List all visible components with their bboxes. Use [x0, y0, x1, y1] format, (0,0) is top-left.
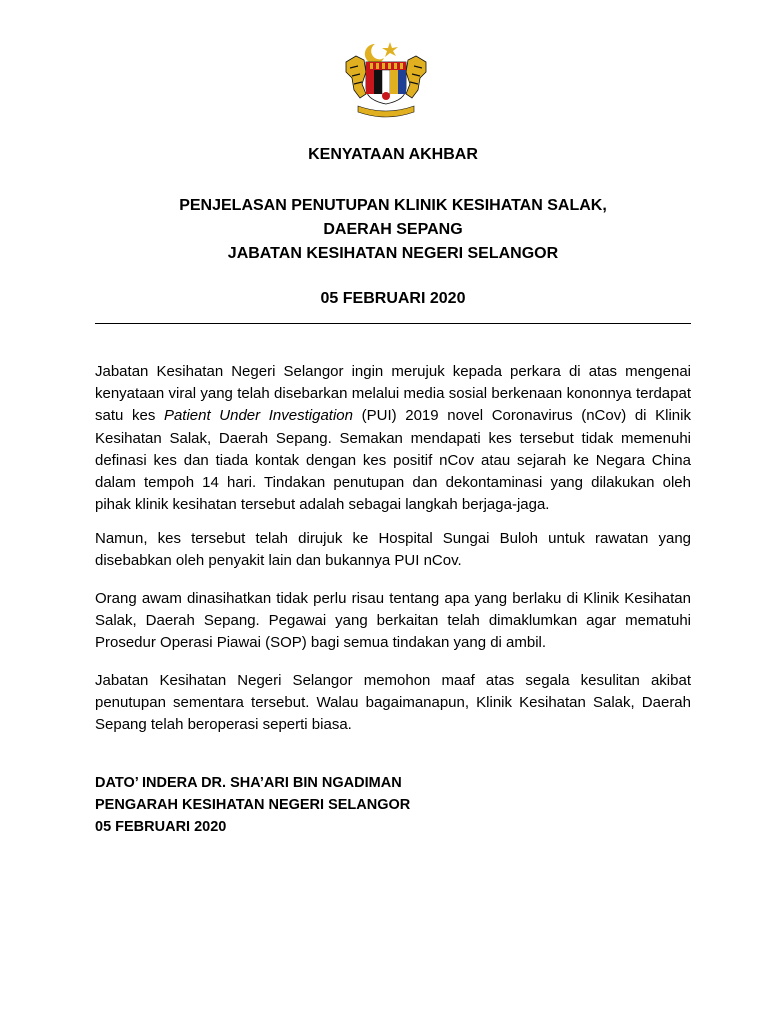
title-line: DAERAH SEPANG — [323, 221, 463, 238]
document-title — [95, 194, 691, 266]
paragraph-3: Orang awam dinasihatkan tidak perlu risau tentang apa yang berlaku di Klinik Kesihatan Salak, Daerah Sepang. Pegawai yang berkaitan telah dimaklumkan agar mematuhi Prosedur Operasi Piawai (SOP) bagi semua tindakan yang di ambil. — [95, 590, 691, 652]
paragraph-1-italic: Patient Under Investigation — [163, 407, 353, 425]
document-date: 05 FEBRUARI 2020 — [320, 290, 466, 307]
signatory-name: DATO’ INDERA DR. SHA’ARI BIN NGADIMAN — [95, 775, 402, 791]
signature-block — [95, 772, 595, 838]
paragraph-2: Namun, kes tersebut telah dirujuk ke Hospital Sungai Buloh untuk rawatan yang disebabkan oleh penyakit lain dan bukannya PUI nCov. — [95, 530, 691, 570]
paragraph-1 — [95, 361, 691, 516]
paragraph-1-text-b: (PUI) 2019 novel Coronavirus (nCov) di Klinik Kesihatan Salak, Daerah Sepang. Semakan mendapati kes tersebut tidak memenuhi definasi kes dan tiada kontak dengan kes positif nCov atau sejarah ke Negara China dalam tempoh 14 hari. Tindakan penutupan dan dekontaminasi yang dilakukan oleh pihak klinik kesihatan tersebut adalah sebagai langkah berjaga-jaga. — [95, 407, 691, 514]
press-release-label: KENYATAAN AKHBAR — [308, 146, 478, 163]
malaysia-coat-of-arms-icon — [340, 38, 432, 120]
title-line: JABATAN KESIHATAN NEGERI SELANGOR — [227, 245, 559, 262]
header-divider — [95, 323, 691, 324]
title-line: PENJELASAN PENUTUPAN KLINIK KESIHATAN SALAK, — [179, 197, 607, 214]
signature-date: 05 FEBRUARI 2020 — [95, 819, 227, 835]
paragraph-4: Jabatan Kesihatan Negeri Selangor memohon maaf atas segala kesulitan akibat penutupan sementara tersebut. Walau bagaimanapun, Klinik Kesihatan Salak, Daerah Sepang telah beroperasi seperti biasa. — [95, 672, 691, 734]
paragraph-1-text-a: Jabatan Kesihatan Negeri Selangor ingin merujuk kepada perkara di atas mengenai kenyataan viral yang telah disebarkan melalui media sosial berkenaan kononnya terdapat satu kes — [95, 363, 691, 425]
signatory-position: PENGARAH KESIHATAN NEGERI SELANGOR — [95, 797, 411, 813]
